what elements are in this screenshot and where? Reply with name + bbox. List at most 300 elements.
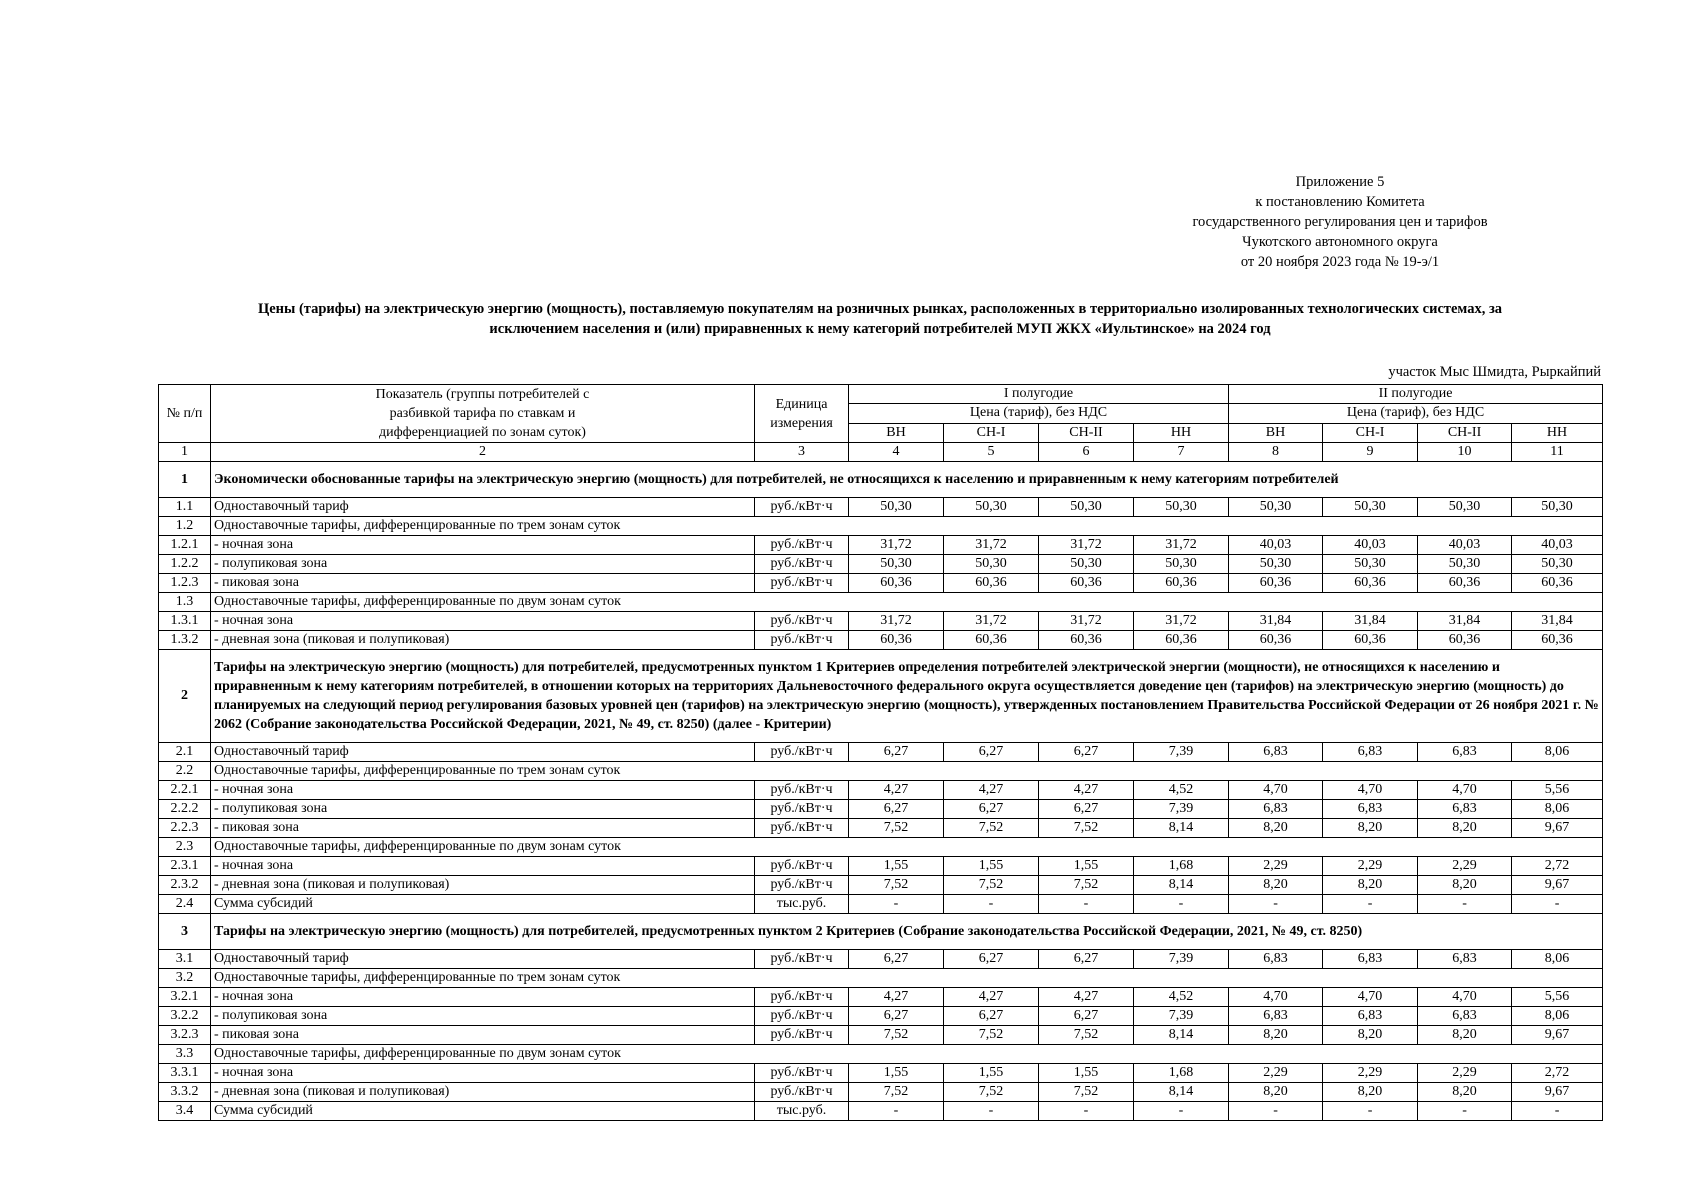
tariff-value: 8,20 [1229,819,1323,838]
tariff-value: 2,29 [1323,857,1418,876]
tariff-value: 60,36 [1418,574,1512,593]
row-number: 1.2.2 [159,555,211,574]
tariff-value: 4,70 [1418,988,1512,1007]
tariff-value: - [849,1102,944,1121]
tariff-value: 8,14 [1134,1083,1229,1102]
row-number: 3.2 [159,969,211,988]
tariff-value: 4,27 [944,988,1039,1007]
tariff-value: 4,70 [1418,781,1512,800]
tariff-value: 8,20 [1323,819,1418,838]
tariff-value: 8,14 [1134,1026,1229,1045]
tariff-value: 60,36 [1229,574,1323,593]
row-number: 2.2.2 [159,800,211,819]
tariff-value: 6,83 [1229,950,1323,969]
tariff-value: - [849,895,944,914]
row-group-label: Одноставочные тарифы, дифференцированные по двум зонам суток [211,838,1603,857]
row-label: - ночная зона [211,781,755,800]
tariff-value: 4,27 [944,781,1039,800]
appendix-line: Чукотского автономного округа [1242,234,1438,250]
row-label: - дневная зона (пиковая и полупиковая) [211,1083,755,1102]
tariff-value: 40,03 [1418,536,1512,555]
tariff-value: 60,36 [1134,574,1229,593]
row-unit: руб./кВт·ч [755,1064,849,1083]
tariff-value: - [1134,1102,1229,1121]
tariff-value: 50,30 [1323,498,1418,517]
tariff-value: 4,27 [1039,988,1134,1007]
table-row [159,781,1603,800]
row-number: 1.3 [159,593,211,612]
tariff-value: 7,52 [1039,1083,1134,1102]
tariff-value: 31,84 [1323,612,1418,631]
row-label: - дневная зона (пиковая и полупиковая) [211,876,755,895]
row-number: 3.1 [159,950,211,969]
tariff-value: 7,52 [944,1026,1039,1045]
tariff-value: 8,06 [1512,800,1603,819]
appendix-line: Приложение 5 [1295,174,1385,190]
tariff-value: 8,20 [1418,1083,1512,1102]
tariff-value: 7,39 [1134,1007,1229,1026]
table-row [159,536,1603,555]
tariff-value: 60,36 [1039,574,1134,593]
section-row [159,650,1603,743]
table-row [159,1083,1603,1102]
row-group-label: Одноставочные тарифы, дифференцированные по двум зонам суток [211,1045,1603,1064]
tariff-value: 1,68 [1134,1064,1229,1083]
row-label: Сумма субсидий [211,1102,755,1121]
row-number: 1.3.2 [159,631,211,650]
row-label: - дневная зона (пиковая и полупиковая) [211,631,755,650]
row-unit: руб./кВт·ч [755,743,849,762]
row-unit: руб./кВт·ч [755,876,849,895]
tariff-value: 50,30 [1418,498,1512,517]
tariff-table [158,384,1603,1121]
table-row [159,1102,1603,1121]
section-title: Тарифы на электрическую энергию (мощность) для потребителей, предусмотренных пунктом 2 Критериев (Собрание законодательства Российской Федерации, 2021, № 49, ст. 8250) [211,914,1603,950]
tariff-value: 7,52 [849,1026,944,1045]
table-row [159,1007,1603,1026]
tariff-value: 60,36 [1134,631,1229,650]
area-subtitle: участок Мыс Шмидта, Рыркайпий [1388,364,1601,380]
tariff-value: 1,55 [849,1064,944,1083]
row-label: - пиковая зона [211,1026,755,1045]
row-unit: руб./кВт·ч [755,574,849,593]
row-unit: руб./кВт·ч [755,1007,849,1026]
table-row [159,517,1603,536]
tariff-value: 4,27 [849,988,944,1007]
tariff-value: 31,72 [849,536,944,555]
row-label: - ночная зона [211,1064,755,1083]
table-row [159,743,1603,762]
tariff-value: 7,52 [1039,876,1134,895]
row-unit: руб./кВт·ч [755,536,849,555]
tariff-value: - [1134,895,1229,914]
tariff-value: 60,36 [849,631,944,650]
tariff-value: 6,27 [1039,743,1134,762]
table-row [159,555,1603,574]
tariff-value: 2,72 [1512,1064,1603,1083]
tariff-value: 50,30 [1229,498,1323,517]
section-row [159,462,1603,498]
tariff-value: 7,52 [944,1083,1039,1102]
tariff-value: 6,83 [1418,800,1512,819]
tariff-value: 1,55 [849,857,944,876]
appendix-line: государственного регулирования цен и тарифов [1192,214,1488,230]
tariff-value: 2,29 [1229,857,1323,876]
row-label: - ночная зона [211,988,755,1007]
tariff-value: - [1039,1102,1134,1121]
tariff-value: 50,30 [1039,498,1134,517]
tariff-value: 7,52 [849,876,944,895]
column-number: 10 [1418,443,1512,462]
header-half-2: II полугодие [1229,385,1603,404]
header-level: СН-I [944,423,1039,442]
tariff-value: 60,36 [1229,631,1323,650]
row-label: - пиковая зона [211,574,755,593]
tariff-value: 4,70 [1229,988,1323,1007]
tariff-value: 6,27 [1039,1007,1134,1026]
tariff-value: 31,84 [1512,612,1603,631]
tariff-value: 50,30 [1229,555,1323,574]
header-unit: Единица измерения [755,385,849,443]
tariff-value: 50,30 [944,555,1039,574]
row-label: - ночная зона [211,536,755,555]
tariff-value: 50,30 [1134,498,1229,517]
row-number: 1.2 [159,517,211,536]
tariff-value: 6,27 [849,1007,944,1026]
row-unit: руб./кВт·ч [755,950,849,969]
tariff-value: 6,27 [944,800,1039,819]
tariff-value: 8,06 [1512,1007,1603,1026]
tariff-value: 8,20 [1323,1083,1418,1102]
tariff-value: 2,29 [1323,1064,1418,1083]
header-level: СН-II [1039,423,1134,442]
tariff-value: 31,84 [1229,612,1323,631]
section-number: 3 [159,914,211,950]
tariff-value: 50,30 [1512,555,1603,574]
tariff-value: 4,70 [1323,781,1418,800]
appendix-line: к постановлению Комитета [1255,194,1425,210]
title-line: исключением населения и (или) приравненных к нему категорий потребителей МУП ЖКХ «Иультинское» на 2024 год [489,321,1271,337]
tariff-value: 8,20 [1229,1083,1323,1102]
table-row [159,876,1603,895]
appendix-line: от 20 ноября 2023 года № 19-э/1 [1240,254,1440,270]
tariff-value: 5,56 [1512,988,1603,1007]
row-label: - ночная зона [211,612,755,631]
row-unit: тыс.руб. [755,1102,849,1121]
tariff-value: 8,20 [1418,876,1512,895]
row-number: 3.2.1 [159,988,211,1007]
section-number: 1 [159,462,211,498]
tariff-value: 9,67 [1512,876,1603,895]
column-number: 6 [1039,443,1134,462]
row-unit: руб./кВт·ч [755,612,849,631]
tariff-value: 1,55 [944,1064,1039,1083]
tariff-value: 50,30 [1134,555,1229,574]
table-row [159,895,1603,914]
tariff-value: 31,72 [1039,536,1134,555]
row-number: 3.4 [159,1102,211,1121]
tariff-value: 7,52 [849,819,944,838]
table-row [159,1064,1603,1083]
tariff-value: 50,30 [1323,555,1418,574]
header-half-1: I полугодие [849,385,1229,404]
header-level: НН [1134,423,1229,442]
tariff-value: 5,56 [1512,781,1603,800]
tariff-value: 1,55 [1039,1064,1134,1083]
tariff-value: 1,55 [944,857,1039,876]
row-number: 3.2.2 [159,1007,211,1026]
tariff-value: 50,30 [1418,555,1512,574]
appendix-block [1190,172,1490,272]
row-number: 3.3 [159,1045,211,1064]
tariff-value: 6,27 [1039,800,1134,819]
tariff-value: 7,52 [849,1083,944,1102]
tariff-value: - [1418,1102,1512,1121]
section-title: Тарифы на электрическую энергию (мощность) для потребителей, предусмотренных пунктом 1 Критериев определения потребителей электрической энергии (мощности), не относящихся к населению и приравненным к нему категориям потребителей, в отношении которых на территориях Дальневосточного федерального округа осуществляется доведение цен (тарифов) на электрическую энергию (мощность) до планируемых на следующий период регулирования базовых уровней цен (тарифов) на электрическую энергию (мощность), утвержденных постановлением Правительства Российской Федерации от 26 ноября 2021 г. № 2062 (Собрание законодательства Российской Федерации, 2021, № 49, ст. 8250) (далее - Критерии) [211,650,1603,743]
tariff-value: 7,52 [1039,1026,1134,1045]
tariff-value: - [944,895,1039,914]
tariff-value: 4,27 [1039,781,1134,800]
column-number: 7 [1134,443,1229,462]
tariff-value: 6,83 [1323,1007,1418,1026]
tariff-value: - [1512,895,1603,914]
section-row [159,914,1603,950]
tariff-value: 60,36 [1039,631,1134,650]
tariff-value: 7,39 [1134,743,1229,762]
header-num: № п/п [159,385,211,443]
tariff-value: 8,20 [1229,1026,1323,1045]
tariff-value: 31,72 [849,612,944,631]
tariff-value: 6,27 [849,743,944,762]
tariff-value: 6,83 [1229,743,1323,762]
header-level: СН-II [1418,423,1512,442]
table-row [159,988,1603,1007]
table-row [159,950,1603,969]
tariff-value: 60,36 [1512,631,1603,650]
tariff-value: 31,72 [944,536,1039,555]
tariff-value: 6,83 [1418,950,1512,969]
row-group-label: Одноставочные тарифы, дифференцированные по двум зонам суток [211,593,1603,612]
row-unit: тыс.руб. [755,895,849,914]
header-level: СН-I [1323,423,1418,442]
tariff-value: 7,52 [944,876,1039,895]
table-row [159,1026,1603,1045]
row-label: Одноставочный тариф [211,743,755,762]
tariff-value: 7,39 [1134,800,1229,819]
tariff-value: 60,36 [1323,631,1418,650]
section-number: 2 [159,650,211,743]
column-number: 2 [211,443,755,462]
row-label: Одноставочный тариф [211,950,755,969]
tariff-value: 6,83 [1323,800,1418,819]
tariff-value: 31,72 [1039,612,1134,631]
row-label: Сумма субсидий [211,895,755,914]
row-label: Одноставочный тариф [211,498,755,517]
header-level: ВН [1229,423,1323,442]
table-row [159,498,1603,517]
tariff-value: 1,68 [1134,857,1229,876]
tariff-value: 1,55 [1039,857,1134,876]
row-group-label: Одноставочные тарифы, дифференцированные по трем зонам суток [211,969,1603,988]
tariff-value: 6,27 [944,950,1039,969]
table-row [159,574,1603,593]
tariff-value: - [1323,895,1418,914]
tariff-value: 8,06 [1512,743,1603,762]
tariff-value: 6,83 [1323,950,1418,969]
tariff-value: 60,36 [944,574,1039,593]
row-number: 2.2.3 [159,819,211,838]
header-price-2: Цена (тариф), без НДС [1229,404,1603,423]
tariff-value: 4,52 [1134,988,1229,1007]
tariff-value: 6,83 [1418,1007,1512,1026]
tariff-value: 4,70 [1229,781,1323,800]
tariff-value: 6,27 [849,800,944,819]
table-row [159,1045,1603,1064]
tariff-value: 4,27 [849,781,944,800]
tariff-value: 60,36 [944,631,1039,650]
tariff-value: 7,52 [1039,819,1134,838]
tariff-value: 9,67 [1512,1083,1603,1102]
tariff-value: 40,03 [1323,536,1418,555]
row-unit: руб./кВт·ч [755,988,849,1007]
row-unit: руб./кВт·ч [755,555,849,574]
tariff-value: 6,27 [849,950,944,969]
column-number: 1 [159,443,211,462]
table-row [159,838,1603,857]
row-number: 1.3.1 [159,612,211,631]
tariff-value: 40,03 [1512,536,1603,555]
row-number: 2.3 [159,838,211,857]
table-row [159,612,1603,631]
tariff-value: 2,29 [1418,1064,1512,1083]
tariff-value: 60,36 [1323,574,1418,593]
row-unit: руб./кВт·ч [755,498,849,517]
table-row [159,819,1603,838]
tariff-value: 2,29 [1229,1064,1323,1083]
table-row [159,631,1603,650]
tariff-value: 4,70 [1323,988,1418,1007]
tariff-value: 31,72 [1134,536,1229,555]
tariff-value: 8,20 [1323,1026,1418,1045]
row-group-label: Одноставочные тарифы, дифференцированные по трем зонам суток [211,762,1603,781]
row-unit: руб./кВт·ч [755,819,849,838]
tariff-value: 8,14 [1134,819,1229,838]
row-number: 2.2.1 [159,781,211,800]
table-row [159,762,1603,781]
tariff-value: 50,30 [849,498,944,517]
row-number: 3.2.3 [159,1026,211,1045]
row-number: 1.2.1 [159,536,211,555]
column-number: 8 [1229,443,1323,462]
tariff-value: 8,20 [1229,876,1323,895]
column-number: 5 [944,443,1039,462]
header-level: НН [1512,423,1603,442]
tariff-value: 60,36 [849,574,944,593]
column-number: 9 [1323,443,1418,462]
row-unit: руб./кВт·ч [755,857,849,876]
tariff-value: 7,52 [944,819,1039,838]
tariff-value: 4,52 [1134,781,1229,800]
tariff-value: 9,67 [1512,819,1603,838]
row-number: 1.1 [159,498,211,517]
tariff-value: 31,72 [1134,612,1229,631]
row-number: 3.3.2 [159,1083,211,1102]
tariff-value: - [1229,1102,1323,1121]
header-price-1: Цена (тариф), без НДС [849,404,1229,423]
tariff-value: 8,20 [1323,876,1418,895]
row-number: 2.1 [159,743,211,762]
table-row [159,857,1603,876]
header-level: ВН [849,423,944,442]
tariff-value: 8,14 [1134,876,1229,895]
tariff-value: 50,30 [1512,498,1603,517]
tariff-value: 50,30 [1039,555,1134,574]
row-number: 2.3.1 [159,857,211,876]
tariff-value: 6,83 [1229,800,1323,819]
row-unit: руб./кВт·ч [755,1083,849,1102]
tariff-value: 6,27 [944,1007,1039,1026]
tariff-value: 2,29 [1418,857,1512,876]
tariff-value: 7,39 [1134,950,1229,969]
tariff-value: 8,06 [1512,950,1603,969]
column-number: 4 [849,443,944,462]
document-title [160,299,1600,339]
section-title: Экономически обоснованные тарифы на электрическую энергию (мощность) для потребителей, не относящихся к населению и приравненным к нему категориям потребителей [211,462,1603,498]
tariff-value: 50,30 [944,498,1039,517]
table-row [159,800,1603,819]
tariff-value: 8,20 [1418,819,1512,838]
row-label: - полупиковая зона [211,555,755,574]
row-label: - полупиковая зона [211,1007,755,1026]
tariff-value: - [1512,1102,1603,1121]
row-number: 3.3.1 [159,1064,211,1083]
row-unit: руб./кВт·ч [755,800,849,819]
tariff-value: - [944,1102,1039,1121]
tariff-value: 6,83 [1229,1007,1323,1026]
tariff-value: 6,27 [1039,950,1134,969]
row-label: - ночная зона [211,857,755,876]
tariff-value: 6,83 [1323,743,1418,762]
row-label: - пиковая зона [211,819,755,838]
tariff-value: 60,36 [1512,574,1603,593]
table-row [159,969,1603,988]
tariff-value: 9,67 [1512,1026,1603,1045]
tariff-value: - [1039,895,1134,914]
row-number: 2.4 [159,895,211,914]
tariff-value: 31,84 [1418,612,1512,631]
tariff-value: - [1229,895,1323,914]
tariff-value: 40,03 [1229,536,1323,555]
row-number: 2.2 [159,762,211,781]
tariff-value: 50,30 [849,555,944,574]
column-number: 11 [1512,443,1603,462]
row-number: 2.3.2 [159,876,211,895]
row-unit: руб./кВт·ч [755,631,849,650]
tariff-value: - [1323,1102,1418,1121]
tariff-value: - [1418,895,1512,914]
tariff-value: 2,72 [1512,857,1603,876]
row-unit: руб./кВт·ч [755,781,849,800]
tariff-value: 6,83 [1418,743,1512,762]
title-line: Цены (тарифы) на электрическую энергию (мощность), поставляемую покупателям на розничных рынках, расположенных в территориально изолированных технологических системах, за [257,301,1503,317]
tariff-value: 8,20 [1418,1026,1512,1045]
row-unit: руб./кВт·ч [755,1026,849,1045]
row-group-label: Одноставочные тарифы, дифференцированные по трем зонам суток [211,517,1603,536]
tariff-value: 6,27 [944,743,1039,762]
tariff-value: 60,36 [1418,631,1512,650]
column-number: 3 [755,443,849,462]
row-number: 1.2.3 [159,574,211,593]
